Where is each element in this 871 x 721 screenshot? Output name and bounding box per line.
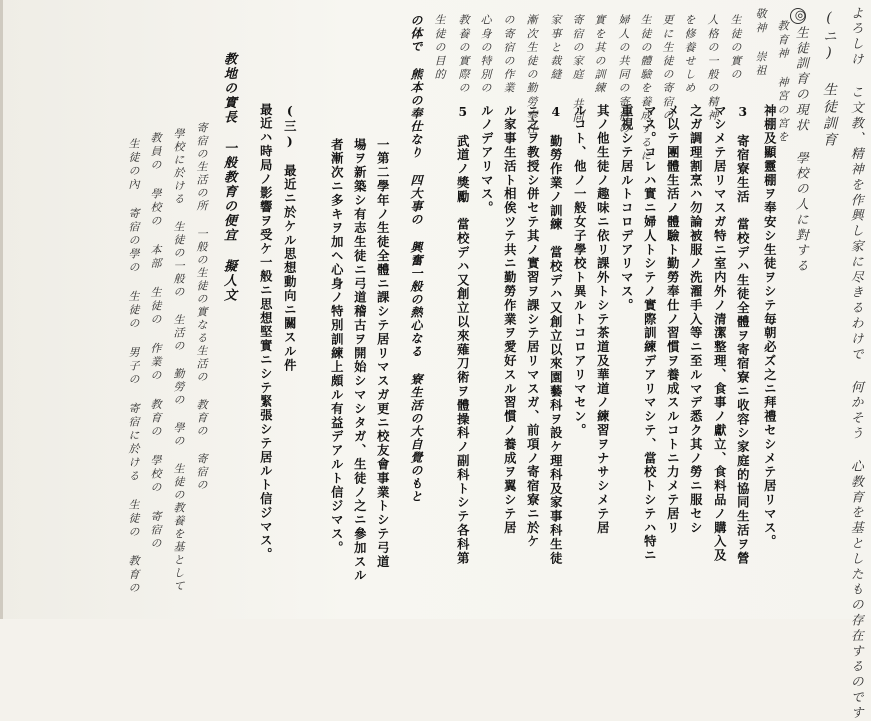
handwritten-note: 學校に於ける 生徒の一般の 生活の 勤勞の 學の 生徒の教養を基として (172, 128, 185, 593)
typed-line: 場ヲ新築シ有志生徒ニ弓道稽古ヲ開始シマシタガ、生徒ノ之ニ參加スル (352, 138, 368, 583)
handwritten-note: 生徒の內 寄宿の學の 生徒の 男子の 寄宿に於ける 生徒の 教育の (127, 138, 140, 596)
handwritten-note: 教養の實際の (457, 14, 470, 96)
typed-line: 其ノ他生徒ノ趣味ニ依リ課外トシテ茶道及華道ノ練習ヲナサシメテ居 (595, 104, 611, 535)
handwritten-note: 教育神 神宮の宮を (776, 20, 789, 145)
typed-line: マシメテ居リマスガ特ニ室内外ノ清潔整理、食事ノ獻立、食料品ノ購入及 (712, 104, 728, 563)
handwritten-note: よろしけ こ文教、精神を作興し家に尽きるわけで 何かそう 心教育を基としたもの存在するのです (847, 6, 863, 721)
typed-line: 最近ハ時局ノ影響ヲ受ケ一般ニ思想堅實ニシテ緊張シテ居ルト信ジマス。 (258, 103, 274, 562)
typed-line: 3 寄宿寮生活 當校デハ生徒全體ヲ寄宿寮ニ收容シ家庭的協同生活ヲ營 (735, 104, 751, 566)
handwritten-note: 生徒の實の (729, 14, 742, 82)
typed-line: ニ之ヲ教授シ併セテ其ノ實習ヲ課シテ居リマスガ、前項ノ寄宿寮ニ於ケ (525, 104, 541, 549)
handwritten-note: 家事と裁縫 (549, 14, 562, 82)
handwritten-note: 人格の一般の精神 (706, 14, 719, 123)
typed-line: 之ガ調理割烹ハ勿論被服ノ洗濯手入等ニ至ルマデ悉ク其ノ勞ニ服セシ (688, 104, 704, 535)
handwritten-note: 更に生徒の寄宿の (661, 14, 674, 123)
typed-line: ルコト、他ノ一般女子學校ト異ルトコロアリマセン。 (572, 104, 588, 438)
typed-line: メ以テ團體生活ノ體驗ト勤勞奉仕ノ習慣ヲ養成スルコトニ力メテ居リ (665, 104, 681, 535)
handwritten-note: 寄宿の生活の所 一般の生徒の實なる生活の 教育の 寄宿の (195, 122, 208, 492)
typed-line: 神棚及顯靈棚ヲ奉安シ生徒ヲシテ毎朝必ズ之ニ拜禮セシメテ居リマス。 (762, 104, 778, 549)
handwritten-note: を修養せしめ (683, 14, 696, 96)
typed-line: 4 勤勞作業ノ訓練 當校デハ又創立以來園藝科ヲ設ケ理科及家事科生徒 (548, 104, 564, 566)
handwritten-note: 教地の實長 一般教育の便宜 擬人文 (221, 52, 236, 303)
handwritten-note: 婦人の共同の寄宿の (617, 14, 630, 137)
section-heading: (三) 最近ニ於ケル思想動向ニ關スル件 (282, 103, 298, 373)
handwritten-note: 心身の特別の (479, 14, 492, 96)
typed-line: マス。コレハ實ニ婦人トシテノ實際訓練デアリマシテ、當校トシテハ特ニ (642, 104, 658, 563)
handwritten-note: 生徒の目的 (433, 14, 446, 82)
handwritten-note: の体で 熊本の奉仕なり 四大事の 興奮一般の熱心なる 寮生活の大自覺のもと (409, 14, 423, 503)
handwritten-note: ◎生徒訓育の現状 學校の人に對する (792, 8, 808, 275)
handwritten-note (436, 300, 437, 322)
typed-line: 重視シテ居ルトコロデアリマス。 (619, 104, 635, 313)
handwritten-heading: (ニ) 生徒訓育 (821, 10, 837, 149)
typed-line: 者漸次ニ多キヲ加ヘ心身ノ特別訓練上頗ル有益デアルト信ジマス。 (329, 138, 345, 555)
handwritten-note: 生徒の體驗を養成するに (639, 14, 652, 164)
page-edge (0, 0, 3, 619)
typed-line: 5 武道ノ獎勵 當校デハ又創立以來薙刀術ヲ體操科ノ副科トシテ各科第 (455, 104, 471, 566)
handwritten-note: 敬神 崇祖 (754, 8, 767, 78)
typed-line: 一第二學年ノ生徒全體ニ課シテ居リマスガ更ニ校友會事業トシテ弓道 (375, 138, 391, 569)
circle-mark (790, 8, 806, 24)
handwritten-note: 寄宿の家庭 共同 (571, 14, 584, 125)
typed-line: ル家事生活ト相俟ツテ共ニ勤勞作業ヲ愛好スル習慣ノ養成ヲ翼シテ居 (502, 104, 518, 535)
handwritten-note: の寄宿の作業 (502, 14, 515, 96)
typed-line: ルノデアリマス。 (479, 104, 495, 216)
handwritten-note: 實を其の訓練 (593, 14, 606, 96)
handwritten-note: 教員の 學校の 本部 生徒の 作業の 教育の 學校の 寄宿の (149, 132, 162, 551)
handwritten-note: 漸次生徒の勤勞奉仕 (525, 14, 538, 137)
